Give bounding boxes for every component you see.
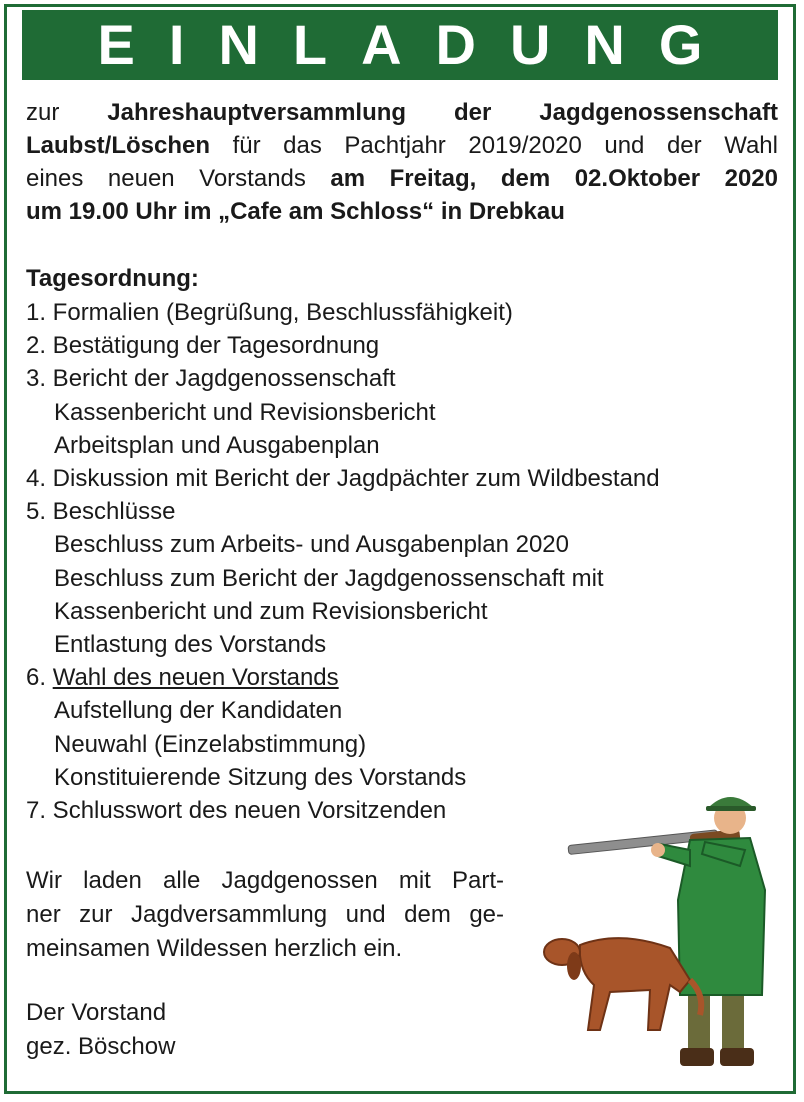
page-title: EINLADUNG bbox=[97, 13, 737, 76]
agenda-item-2: 2. Bestätigung der Tagesordnung bbox=[26, 332, 380, 360]
agenda-heading: Tagesordnung: bbox=[26, 265, 199, 292]
location-name: Laubst/Löschen bbox=[26, 132, 211, 159]
signature-name: gez. Böschow bbox=[26, 1033, 176, 1060]
invitation-paragraph bbox=[26, 864, 504, 966]
intro-line-3: eines neuen Vorstands am Freitag, dem 02.Oktober 2020 bbox=[26, 165, 778, 192]
agenda-item-7: 7. Schlusswort des neuen Vorsitzenden bbox=[26, 797, 447, 825]
event-time-place: um 19.00 Uhr im „Cafe am Schloss“ in Drebkau bbox=[26, 198, 565, 225]
intro-line-2: Laubst/Löschen für das Pachtjahr 2019/2020 und der Wahl bbox=[26, 132, 778, 159]
signature-org: Der Vorstand bbox=[26, 999, 167, 1026]
agenda-item-1: 1. Formalien (Begrüßung, Beschlussfähigkeit) bbox=[26, 299, 513, 326]
event-date: am Freitag, dem 02.Oktober 2020 bbox=[330, 165, 778, 192]
agenda-item-4: 4. Diskussion mit Bericht der Jagdpächter zum Wildbestand bbox=[26, 465, 660, 493]
agenda-list bbox=[26, 296, 660, 827]
agenda-subitem: Neuwahl (Einzelabstimmung) bbox=[54, 730, 367, 758]
agenda-item-6: 6. Wahl des neuen Vorstands bbox=[26, 664, 339, 692]
invite-line-3: meinsamen Wildessen herzlich ein. bbox=[26, 935, 403, 962]
agenda-subitem: Beschluss zum Arbeits- und Ausgabenplan 2020 bbox=[54, 531, 570, 559]
agenda-subitem: Konstituierende Sitzung des Vorstands bbox=[54, 763, 467, 791]
hunter-with-dog-icon bbox=[540, 780, 790, 1080]
intro-paragraph bbox=[26, 96, 778, 228]
assembly-name: Jahreshauptversammlung der Jagdgenossenschaft bbox=[107, 99, 778, 126]
invite-line-2: ner zur Jagdversammlung und dem ge- bbox=[26, 901, 504, 928]
title-banner bbox=[22, 10, 778, 80]
agenda-subitem: Arbeitsplan und Ausgabenplan bbox=[54, 431, 380, 459]
agenda-item-5: 5. Beschlüsse bbox=[26, 498, 176, 526]
agenda-subitem: Entlastung des Vorstands bbox=[54, 631, 327, 659]
agenda-item-3: 3. Bericht der Jagdgenossenschaft bbox=[26, 365, 396, 393]
intro-line-1: zur Jahreshauptversammlung der Jagdgenossenschaft bbox=[26, 99, 778, 126]
invite-line-1: Wir laden alle Jagdgenossen mit Part- bbox=[26, 867, 504, 894]
agenda-subitem: Kassenbericht und Revisionsbericht bbox=[54, 398, 436, 426]
agenda-subitem: Beschluss zum Bericht der Jagdgenossenschaft mit bbox=[54, 564, 604, 592]
signature-block bbox=[26, 996, 175, 1064]
agenda-item-6-label: Wahl des neuen Vorstands bbox=[52, 664, 339, 692]
agenda-subitem: Kassenbericht und zum Revisionsbericht bbox=[54, 597, 488, 625]
agenda-subitem: Aufstellung der Kandidaten bbox=[54, 697, 343, 725]
